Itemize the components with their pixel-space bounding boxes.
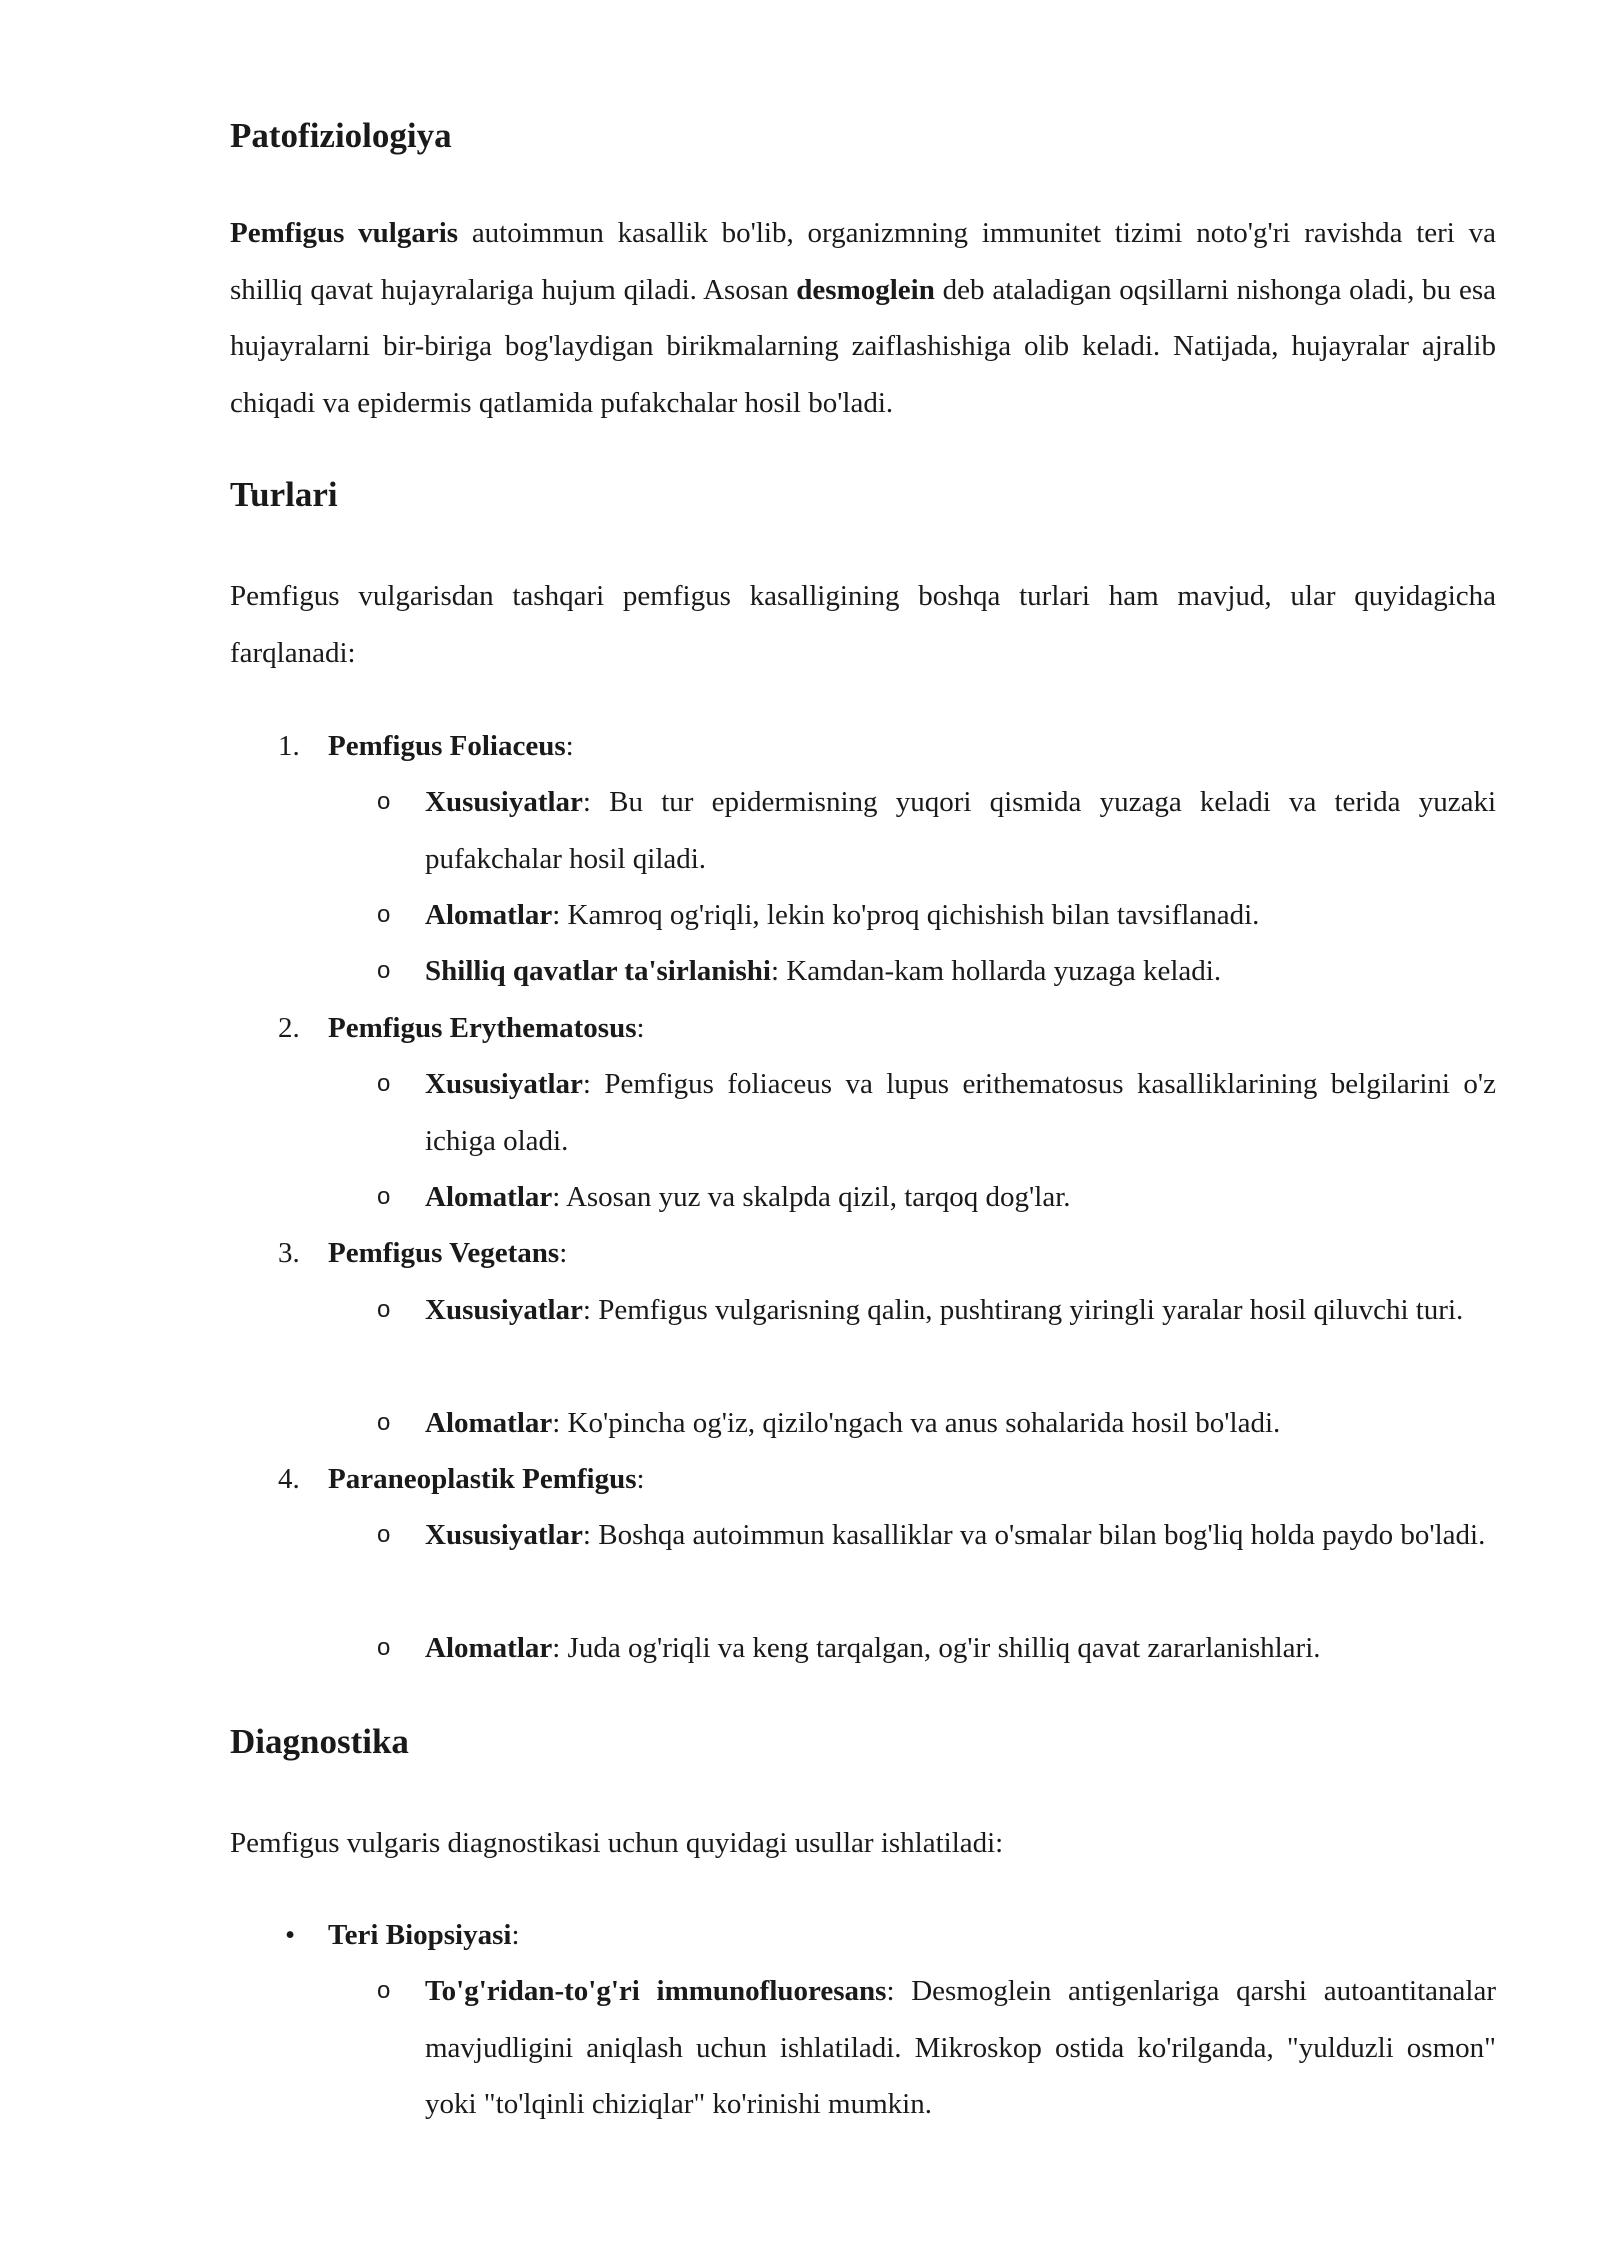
colon: : [636, 1463, 645, 1495]
sub-bullet-icon: o [377, 1296, 391, 1323]
term-pemfigus-vulgaris: Pemfigus vulgaris [230, 217, 459, 249]
paragraph-text: autoimmun kasallik bo'lib, organizmning immunitet tizimi noto'g'ri ravishda teri va shilliq qavat hujayralariga hujum qiladi. Asosan [230, 217, 1496, 306]
list-number: 4. [278, 1463, 300, 1495]
sub-list-item-text [425, 1056, 1496, 1169]
list-number: 2. [278, 1012, 300, 1044]
sub-list-item-text [425, 1169, 1496, 1226]
sub-bullet-icon: o [377, 901, 391, 928]
colon: : [559, 1237, 568, 1269]
turlari-intro: Pemfigus vulgarisdan tashqari pemfigus kasalligining boshqa turlari ham mavjud, ular quyidagicha farqlanadi: [230, 580, 1496, 669]
sub-bullet-icon: o [377, 957, 391, 984]
sub-list-item-text [425, 887, 1496, 944]
sub-list-item-text [425, 1395, 1496, 1452]
sub-text: : Bu tur epidermisning yuqori qismida yuzaga keladi va terida yuzaki pufakchalar hosil qiladi. [425, 786, 1496, 875]
sub-bullet-icon: o [377, 1521, 391, 1548]
sub-label: Xususiyatlar [425, 1519, 583, 1551]
sub-text: : Kamdan-kam hollarda yuzaga keladi. [770, 955, 1222, 987]
list-item-title: Pemfigus Vegetans [328, 1237, 560, 1269]
sub-text: : Kamroq og'riqli, lekin ko'proq qichishish bilan tavsiflanadi. [552, 899, 1260, 931]
list-number: 1. [278, 730, 300, 762]
heading-patofiziologiya: Patofiziologiya [230, 116, 452, 155]
sub-label: Xususiyatlar [425, 1068, 583, 1100]
sub-text: : Desmoglein antigenlariga qarshi autoantitanalar mavjudligini aniqlash uchun ishlatiladi. Mikroskop ostida ko'rilganda, "yulduzli osmon" yoki "to'lqinli chiziqlar" ko'rinishi mumkin. [425, 1975, 1496, 2120]
heading-diagnostika: Diagnostika [230, 1722, 409, 1761]
sub-bullet-icon: o [377, 1409, 391, 1436]
list-item-text [328, 1000, 645, 1057]
list-item-text [328, 718, 574, 775]
sub-bullet-icon: o [377, 1183, 391, 1210]
sub-list-item-text [425, 1963, 1496, 2133]
sub-label: Xususiyatlar [425, 1294, 583, 1326]
sub-text: : Asosan yuz va skalpda qizil, tarqoq dog'lar. [552, 1181, 1071, 1213]
sub-list-item-text [425, 1620, 1496, 1677]
sub-label: Xususiyatlar [425, 786, 583, 818]
list-item-title: Teri Biopsiyasi [328, 1919, 512, 1951]
sub-list-item-text [425, 1282, 1496, 1339]
list-item-title: Paraneoplastik Pemfigus [328, 1463, 637, 1495]
sub-list-item-text [425, 1507, 1496, 1564]
sub-label: Alomatlar [425, 1407, 553, 1439]
colon: : [636, 1012, 645, 1044]
heading-turlari: Turlari [230, 475, 338, 514]
sub-label: Shilliq qavatlar ta'sirlanishi [425, 955, 771, 987]
sub-list-item-text [425, 943, 1496, 1000]
diagnostika-intro: Pemfigus vulgaris diagnostikasi uchun quyidagi usullar ishlatiladi: [230, 1827, 1004, 1859]
paragraph-text: deb ataladigan oqsillarni nishonga oladi, bu esa hujayralarni bir-biriga bog'laydigan birikmalarning zaiflashishiga olib keladi. Natijada, hujayralar ajralib chiqadi va epidermis qatlamida pufakchalar hosil bo'ladi. [230, 273, 1496, 419]
sub-label: Alomatlar [425, 1632, 553, 1664]
list-item-text [328, 1907, 520, 1964]
sub-list-item-text [425, 774, 1496, 887]
sub-bullet-icon: o [377, 1977, 391, 2004]
sub-text: : Ko'pincha og'iz, qizilo'ngach va anus sohalarida hosil bo'ladi. [552, 1407, 1281, 1439]
sub-text: : Juda og'riqli va keng tarqalgan, og'ir shilliq qavat zararlanishlari. [552, 1632, 1321, 1664]
sub-bullet-icon: o [377, 788, 391, 815]
sub-label: Alomatlar [425, 899, 553, 931]
colon: : [511, 1919, 520, 1951]
list-number: 3. [278, 1237, 300, 1269]
colon: : [565, 730, 574, 762]
bullet-icon: • [285, 1919, 296, 1951]
sub-bullet-icon: o [377, 1634, 391, 1661]
sub-text: : Pemfigus vulgarisning qalin, pushtirang yiringli yaralar hosil qiluvchi turi. [582, 1294, 1464, 1326]
list-item-title: Pemfigus Erythematosus [328, 1012, 637, 1044]
sub-text: : Pemfigus foliaceus va lupus erithematosus kasalliklarining belgilarini o'z ichiga oladi. [425, 1068, 1496, 1157]
sub-text: : Boshqa autoimmun kasalliklar va o'smalar bilan bog'liq holda paydo bo'ladi. [582, 1519, 1486, 1551]
sub-label: To'g'ridan-to'g'ri immunofluoresans [425, 1975, 887, 2007]
sub-bullet-icon: o [377, 1070, 391, 1097]
list-item-text [328, 1451, 645, 1508]
term-desmoglein: desmoglein [796, 273, 935, 306]
patofiziologiya-paragraph [230, 205, 1496, 431]
list-item-text [328, 1225, 567, 1282]
sub-label: Alomatlar [425, 1181, 553, 1213]
list-item-title: Pemfigus Foliaceus [328, 730, 566, 762]
